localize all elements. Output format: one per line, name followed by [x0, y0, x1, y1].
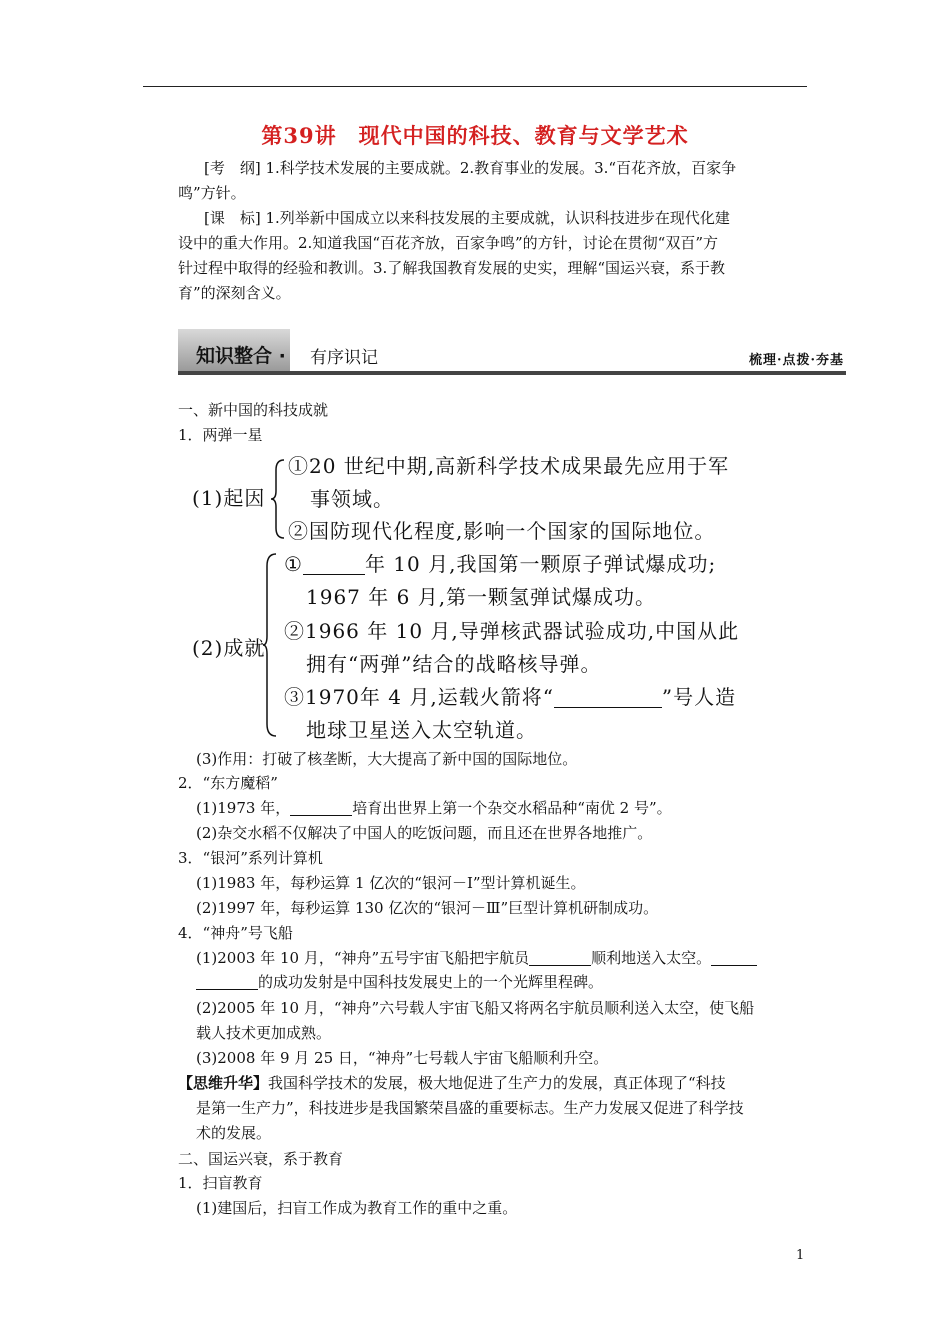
cause-1-cont: 事领域。 — [310, 487, 394, 511]
summary-label: 【思维升华】 — [178, 1074, 269, 1092]
fill-blank[interactable] — [290, 797, 352, 816]
kebiao-line: 设中的重大作用。2.知道我国“百花齐放，百家争鸣”的方针，讨论在贯彻“双百”方 — [178, 234, 718, 252]
lesson-title: 第39讲 现代中国的科技、教育与文学艺术 — [261, 123, 689, 148]
cause-2: ②国防现代化程度,影响一个国家的国际地位。 — [288, 519, 716, 543]
kaogang-line: 鸣”方针。 — [178, 184, 246, 202]
cause-1: ①20 世纪中期,高新科学技术成果最先应用于军 — [288, 454, 730, 478]
shenzhou-line: (3)2008 年 9 月 25 日，“神舟”七号载人宇宙飞船顺利升空。 — [196, 1049, 609, 1067]
shenzhou-line: 载人技术更加成熟。 — [196, 1024, 332, 1042]
banner-rule — [178, 371, 846, 375]
section-heading: 一、新中国的科技成就 — [178, 401, 329, 419]
summary-line: 是第一生产力”，科技进步是我国繁荣昌盛的重要标志。生产力发展又促进了科学技 — [196, 1099, 744, 1117]
achievement-1-cont: 1967 年 6 月,第一颗氢弹试爆成功。 — [306, 585, 657, 609]
item-heading: 2．“东方魔稻” — [178, 774, 278, 792]
summary-line: 【思维升华】我国科学技术的发展，极大地促进了生产力的发展，真正体现了“科技 — [178, 1074, 726, 1092]
banner-subtitle: 有序识记 — [310, 348, 378, 368]
fill-blank[interactable] — [554, 687, 662, 708]
effect-line: (3)作用：打破了核垄断，大大提高了新中国的国际地位。 — [196, 750, 578, 768]
kaogang-paragraph — [178, 156, 808, 206]
cause-label: (1)起因 — [192, 486, 266, 510]
kebiao-label: [课 标] — [204, 209, 261, 227]
shenzhou-line: 的成功发射是中国科技发展史上的一个光辉里程碑。 — [196, 971, 603, 993]
achievement-2: ②1966 年 10 月,导弹核武器试验成功,中国从此 — [284, 619, 740, 643]
computer-line: (2)1997 年，每秒运算 130 亿次的“银河－Ⅲ”巨型计算机研制成功。 — [196, 899, 659, 917]
achievement-brace — [262, 552, 278, 738]
section-heading: 二、国运兴衰，系于教育 — [178, 1150, 344, 1168]
kebiao-line: 育”的深刻含义。 — [178, 284, 291, 302]
achievement-3-cont: 地球卫星送入太空轨道。 — [306, 718, 537, 742]
item-heading: 1．两弹一星 — [178, 426, 263, 444]
kaogang-label: [考 纲] — [204, 159, 261, 177]
fill-blank[interactable] — [303, 554, 365, 575]
fill-blank[interactable] — [711, 947, 757, 966]
achievement-label: (2)成就 — [192, 636, 266, 660]
achievement-3: ③1970年 4 月,运载火箭将“ ”号人造 — [284, 685, 737, 709]
shenzhou-line: (1)2003 年 10 月，“神舟”五号宇宙飞船把宇航员 顺利地送入太空。 — [196, 947, 757, 969]
section-banner — [178, 329, 846, 375]
achievement-1: ① 年 10 月,我国第一颗原子弹试爆成功; — [284, 552, 717, 576]
summary-line: 术的发展。 — [196, 1124, 272, 1142]
item-heading: 1．扫盲教育 — [178, 1174, 263, 1192]
kaogang-line: 1.科学技术发展的主要成就。2.教育事业的发展。3.“百花齐放，百家争 — [265, 159, 737, 177]
banner-title: 知识整合 · — [196, 345, 286, 367]
cause-brace — [270, 458, 286, 540]
item-heading: 3．“银河”系列计算机 — [178, 849, 323, 867]
page-number: 1 — [796, 1248, 805, 1263]
shenzhou-line: (2)2005 年 10 月，“神舟”六号载人宇宙飞船又将两名宇航员顺利送入太空，使飞船 — [196, 999, 755, 1017]
kebiao-line: 针过程中取得的经验和教训。3.了解我国教育发展的史实，理解“国运兴衰，系于教 — [178, 259, 725, 277]
fill-blank[interactable] — [529, 947, 591, 966]
rice-line: (2)杂交水稻不仅解决了中国人的吃饭问题，而且还在世界各地推广。 — [196, 824, 653, 842]
kebiao-line: 1.列举新中国成立以来科技发展的主要成就，认识科技进步在现代化建 — [265, 209, 730, 227]
banner-dot: · — [278, 345, 286, 367]
kebiao-paragraph — [178, 206, 808, 306]
header-rule — [143, 86, 807, 87]
achievement-2-cont: 拥有“两弹”结合的战略核导弹。 — [306, 652, 602, 676]
literacy-line: (1)建国后，扫盲工作成为教育工作的重中之重。 — [196, 1199, 518, 1217]
rice-line: (1)1973 年， 培育出世界上第一个杂交水稻品种“南优 2 号”。 — [196, 799, 672, 817]
item-heading: 4．“神舟”号飞船 — [178, 924, 293, 942]
fill-blank[interactable] — [196, 971, 258, 990]
banner-tagline: 梳理·点拨·夯基 — [748, 353, 844, 368]
computer-line: (1)1983 年，每秒运算 1 亿次的“银河－Ⅰ”型计算机诞生。 — [196, 874, 586, 892]
